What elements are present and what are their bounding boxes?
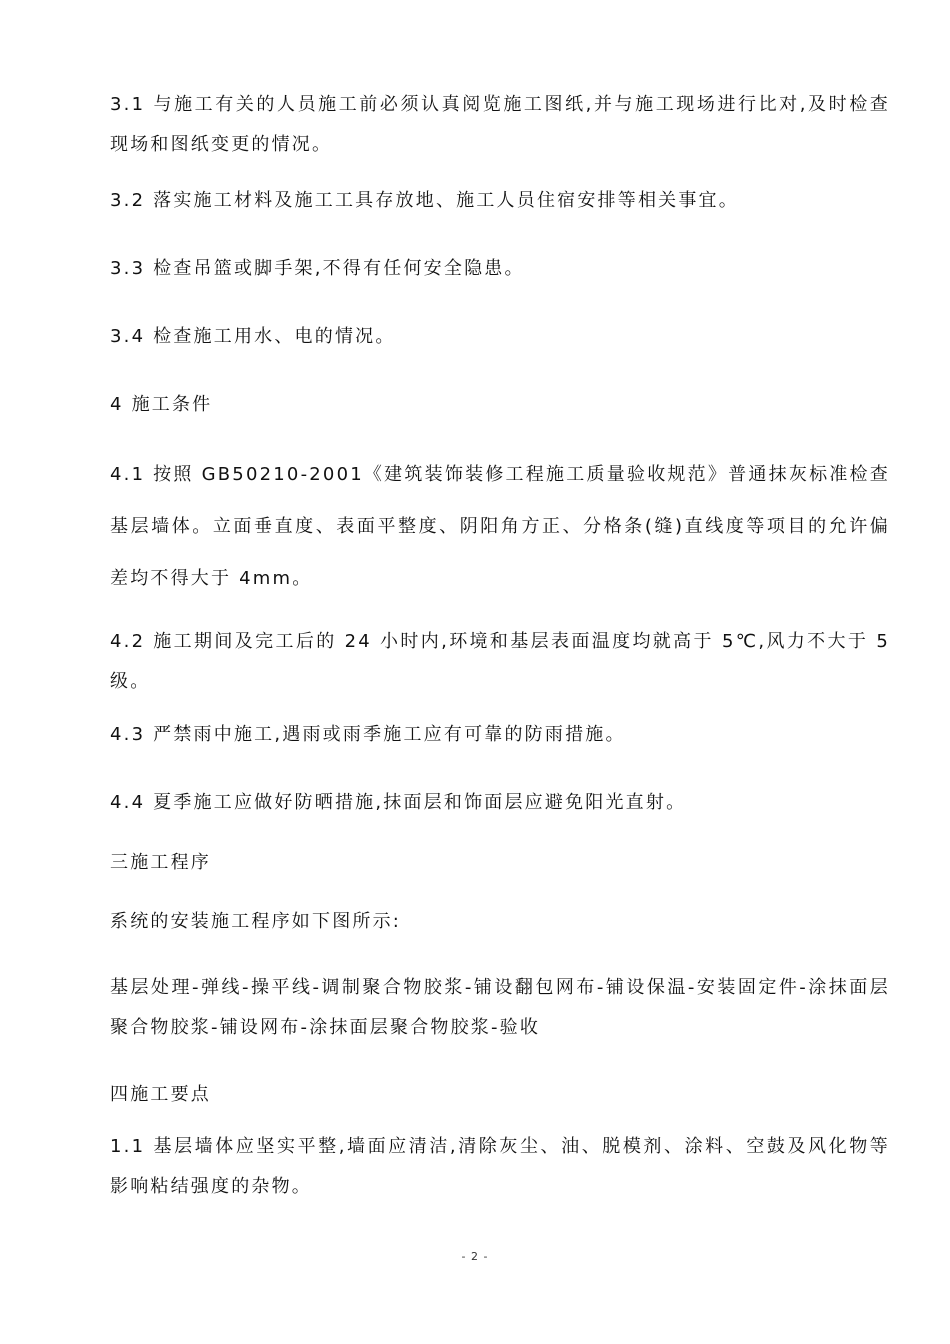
page-number: - 2 -	[461, 1250, 489, 1263]
paragraph-3-2: 3.2 落实施工材料及施工工具存放地、施工人员住宿安排等相关事宜。	[110, 190, 739, 211]
paragraph-4-2: 4.2 施工期间及完工后的 24 小时内,环境和基层表面温度均就高于 5℃,风力不大于 5 级。	[110, 631, 890, 692]
paragraph-procedure-steps: 基层处理-弹线-操平线-调制聚合物胶浆-铺设翻包网布-铺设保温-安装固定件-涂抹面层聚合物胶浆-铺设网布-涂抹面层聚合物胶浆-验收	[110, 977, 890, 1038]
paragraph-3-3: 3.3 检查吊篮或脚手架,不得有任何安全隐患。	[110, 258, 525, 279]
paragraph-procedure-intro: 系统的安装施工程序如下图所示:	[110, 911, 402, 932]
paragraph-4-1: 4.1 按照 GB50210-2001《建筑装饰装修工程施工质量验收规范》普通抹灰标准检查基层墙体。立面垂直度、表面平整度、阴阳角方正、分格条(缝)直线度等项目的允许偏差均不得大于 4mm。	[110, 464, 890, 589]
heading-construction-key-points: 四施工要点	[110, 1084, 211, 1105]
paragraph-1-1: 1.1 基层墙体应坚实平整,墙面应清洁,清除灰尘、油、脱模剂、涂料、空鼓及风化物等影响粘结强度的杂物。	[110, 1136, 890, 1197]
paragraph-4-3: 4.3 严禁雨中施工,遇雨或雨季施工应有可靠的防雨措施。	[110, 724, 626, 745]
heading-construction-conditions: 4 施工条件	[110, 394, 213, 415]
paragraph-4-4: 4.4 夏季施工应做好防晒措施,抹面层和饰面层应避免阳光直射。	[110, 792, 687, 813]
heading-construction-procedure: 三施工程序	[110, 852, 211, 873]
paragraph-3-4: 3.4 检查施工用水、电的情况。	[110, 326, 396, 347]
paragraph-3-1: 3.1 与施工有关的人员施工前必须认真阅览施工图纸,并与施工现场进行比对,及时检查现场和图纸变更的情况。	[110, 94, 890, 155]
